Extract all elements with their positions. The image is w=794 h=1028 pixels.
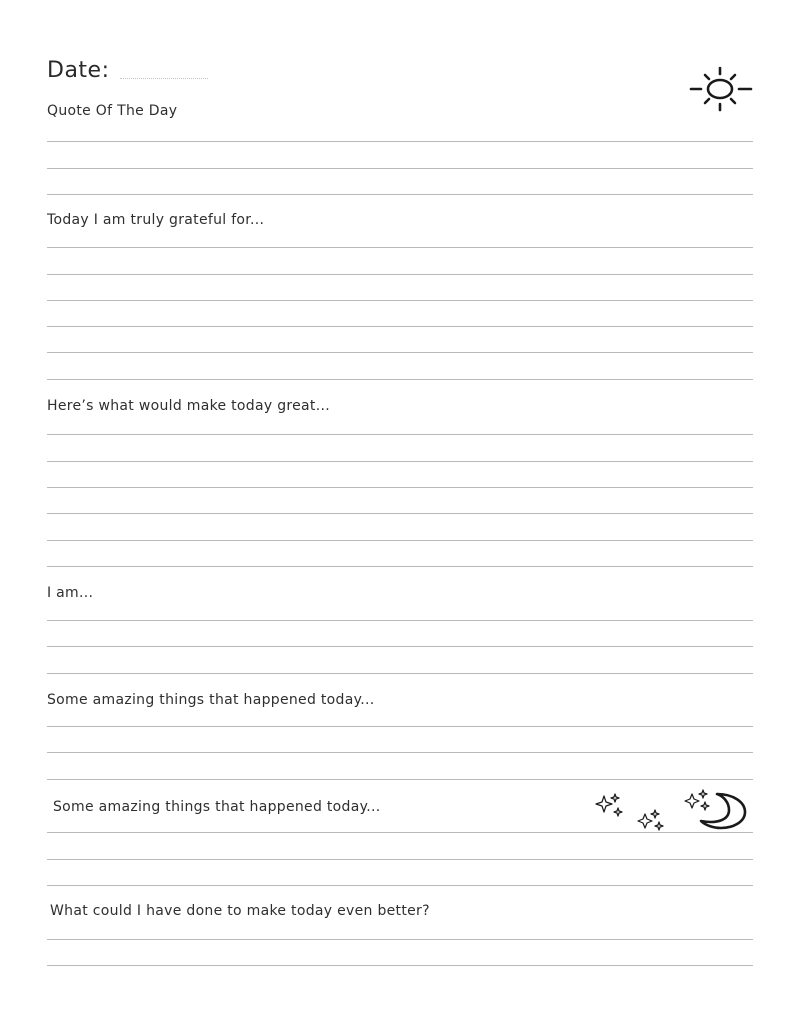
writing-line[interactable]	[47, 434, 753, 435]
i-am-prompt: I am...	[47, 585, 94, 601]
writing-line[interactable]	[47, 885, 753, 886]
writing-line[interactable]	[47, 726, 753, 727]
sun-icon	[688, 64, 756, 112]
writing-line[interactable]	[47, 274, 753, 275]
date-field[interactable]	[120, 78, 208, 79]
writing-line[interactable]	[47, 300, 753, 301]
better-prompt: What could I have done to make today even better?	[50, 903, 430, 919]
writing-line[interactable]	[47, 673, 753, 674]
writing-line[interactable]	[47, 832, 753, 833]
writing-line[interactable]	[47, 247, 753, 248]
crescent-moon-icon	[695, 790, 749, 832]
writing-line[interactable]	[47, 168, 753, 169]
grateful-prompt: Today I am truly grateful for...	[47, 212, 265, 228]
writing-line[interactable]	[47, 326, 753, 327]
writing-line[interactable]	[47, 566, 753, 567]
writing-line[interactable]	[47, 461, 753, 462]
great-prompt: Here’s what would make today great...	[47, 398, 330, 414]
writing-line[interactable]	[47, 194, 753, 195]
writing-line[interactable]	[47, 513, 753, 514]
writing-line[interactable]	[47, 965, 753, 966]
writing-line[interactable]	[47, 620, 753, 621]
writing-line[interactable]	[47, 939, 753, 940]
writing-line[interactable]	[47, 540, 753, 541]
writing-line[interactable]	[47, 646, 753, 647]
writing-line[interactable]	[47, 487, 753, 488]
writing-line[interactable]	[47, 752, 753, 753]
amazing-prompt-evening: Some amazing things that happened today...	[53, 799, 381, 815]
writing-line[interactable]	[47, 352, 753, 353]
quote-label: Quote Of The Day	[47, 103, 178, 119]
date-label: Date:	[47, 58, 110, 83]
writing-line[interactable]	[47, 859, 753, 860]
writing-line[interactable]	[47, 141, 753, 142]
amazing-prompt: Some amazing things that happened today...	[47, 692, 375, 708]
writing-line[interactable]	[47, 379, 753, 380]
writing-line[interactable]	[47, 779, 753, 780]
